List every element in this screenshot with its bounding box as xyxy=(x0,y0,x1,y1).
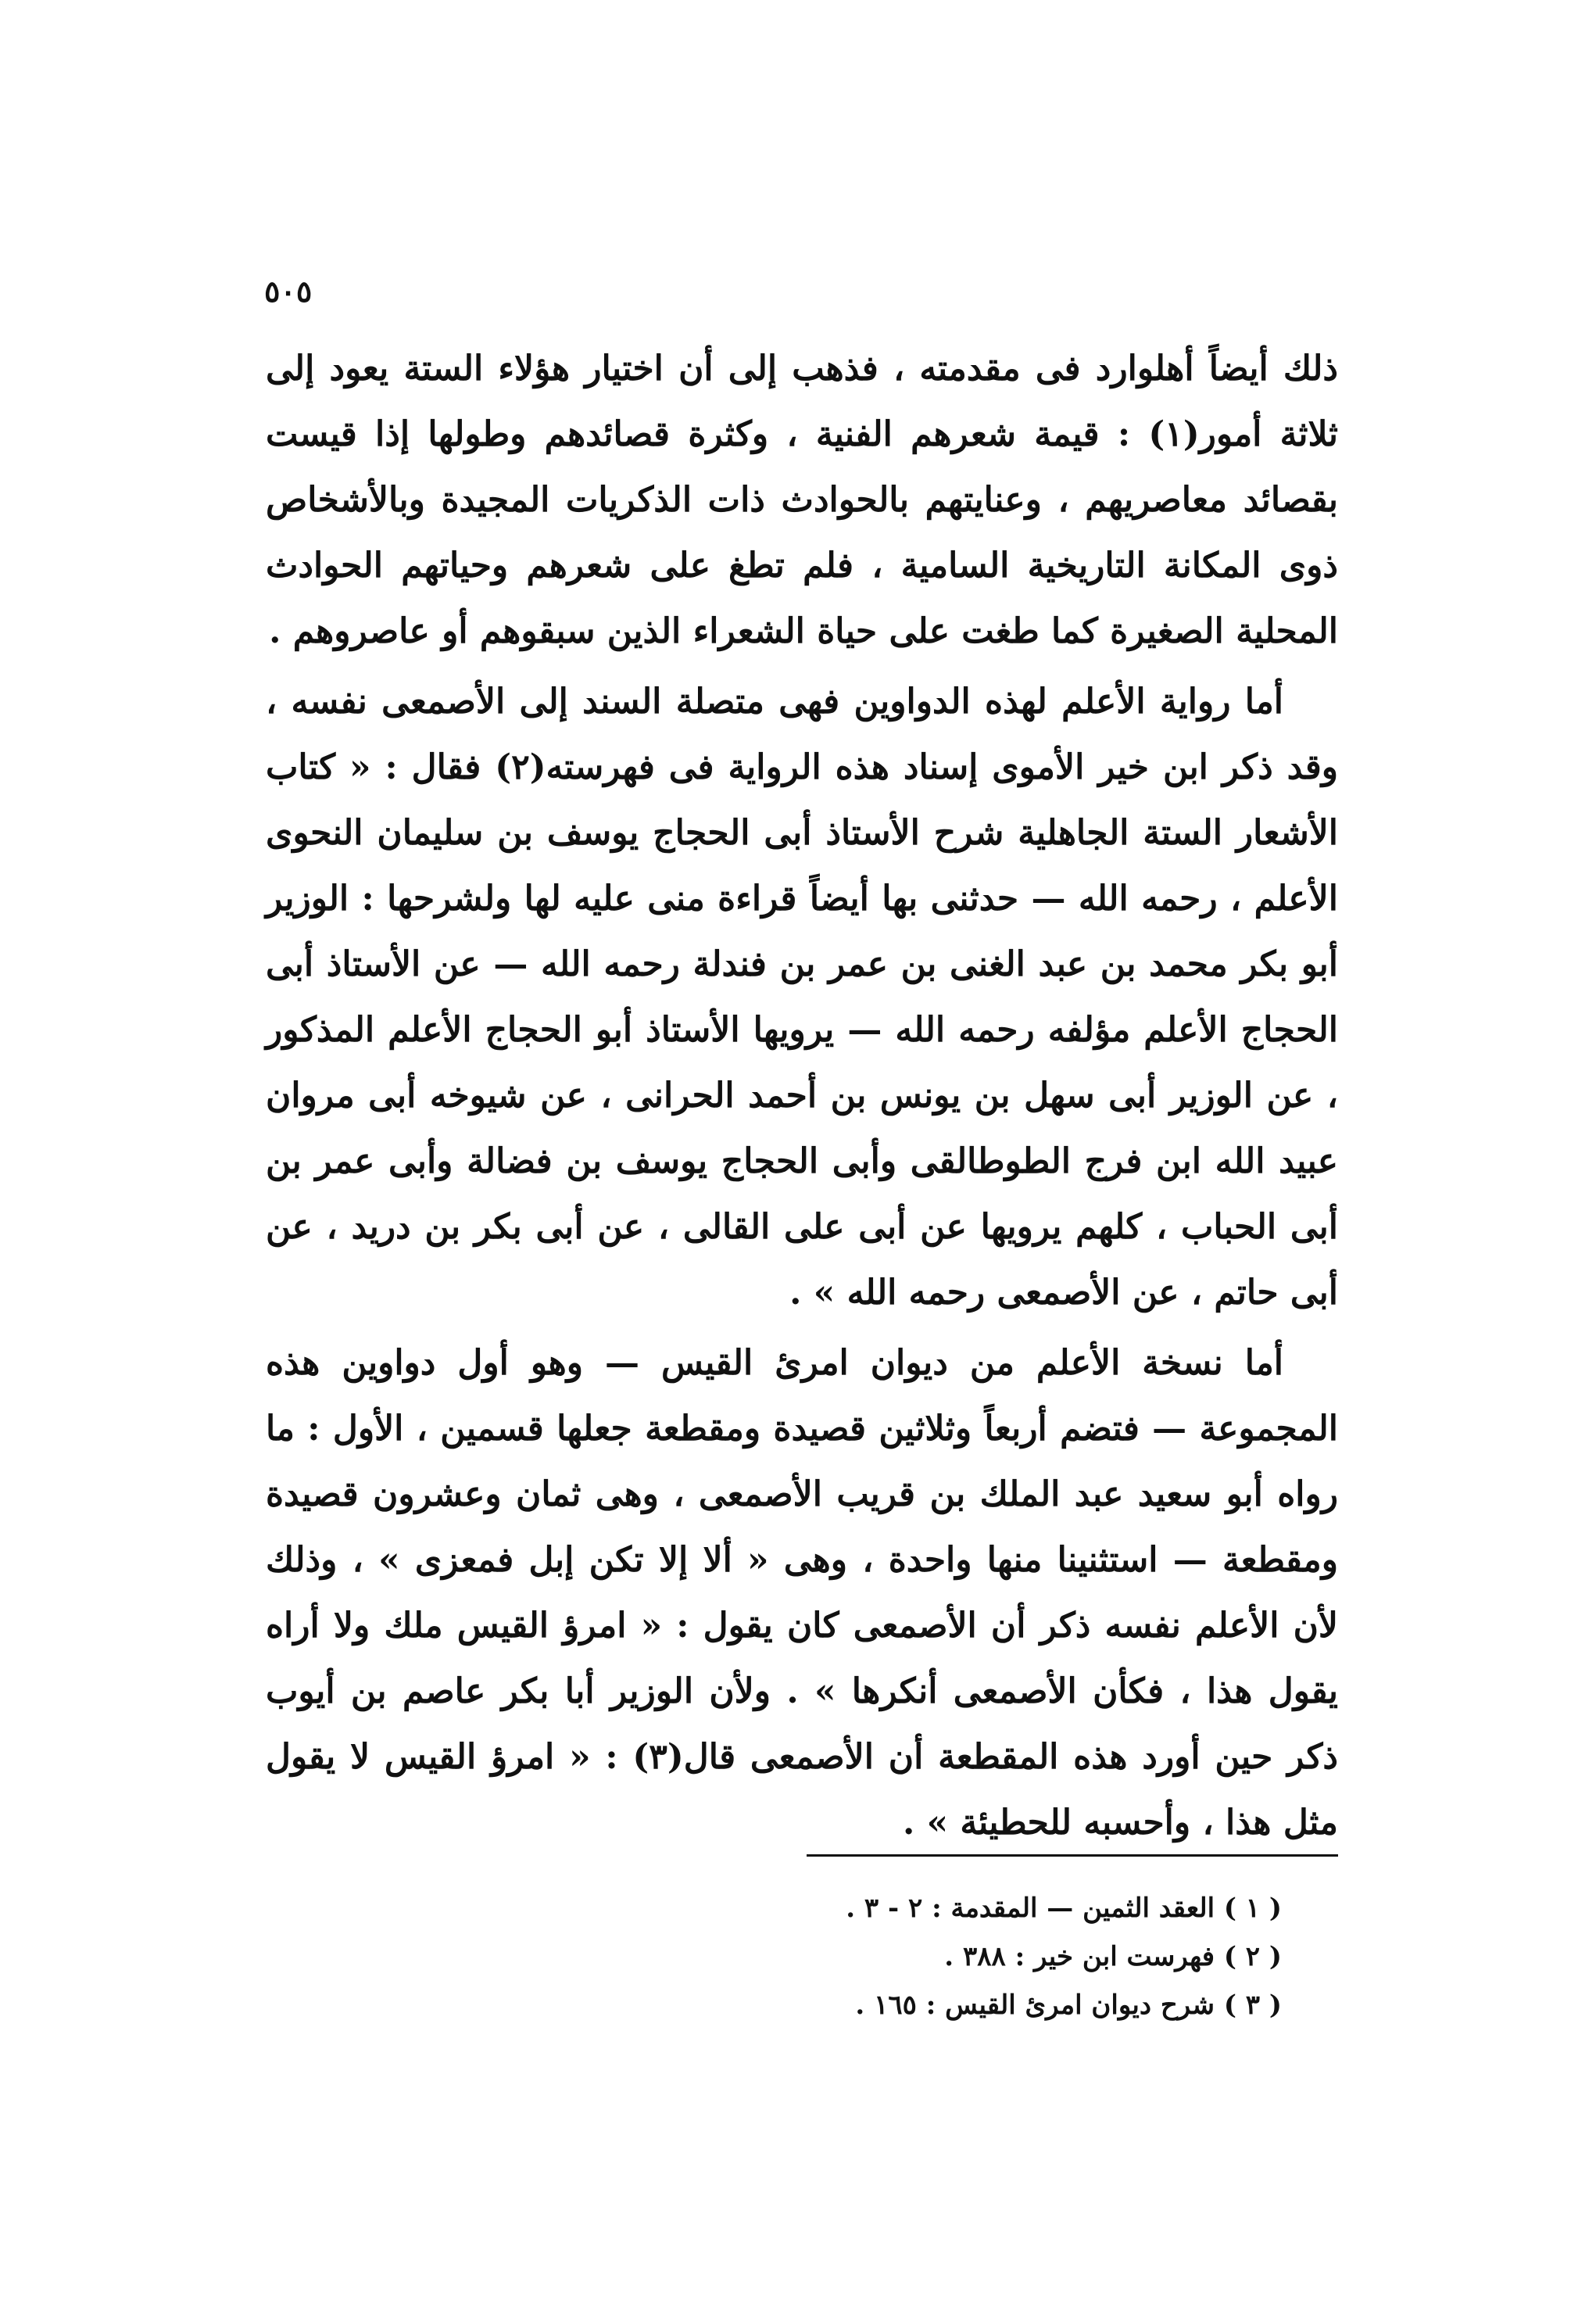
paragraph-3: أما نسخة الأعلم من ديوان امرئ القيس — وهو أول دواوين هذه المجموعة — فتضم أربعاً وثلاثين قصيدة ومقطعة جعلها قسمين ، الأول : ما رواه أبو سعيد عبد الملك بن قريب الأصمعى ، وهى ثمان وعشرون قصيدة ومقطعة — استثنينا منها واحدة ، وهى « ألا إلا تكن إبل فمعزى » ، وذلك لأن الأعلم نفسه ذكر أن الأصمعى كان يقول : « امرؤ القيس ملك ولا أراه يقول هذا ، فكأن الأصمعى أنكرها » . ولأن الوزير أبا بكر عاصم بن أيوب ذكر حين أورد هذه المقطعة أن الأصمعى قال(٣) : « امرؤ القيس لا يقول مثل هذا ، وأحسبه للحطيئة » . xyxy=(266,1343,1338,1843)
footnote-2: ( ٢ ) فهرست ابن خير : ٣٨٨ . xyxy=(944,1941,1282,1972)
paragraph-1: ذلك أيضاً أهلوارد فى مقدمته ، فذهب إلى أن اختيار هؤلاء الستة يعود إلى ثلاثة أمور(١) : قيمة شعرهم الفنية ، وكثرة قصائدهم وطولها إذا قيست بقصائد معاصريهم ، وعنايتهم بالحوادث ذات الذكريات المجيدة وبالأشخاص ذوى المكانة التاريخية السامية ، فلم تطغ على شعرهم وحياتهم الحوادث المحلية الصغيرة كما طغت على حياة الشعراء الذين سبقوهم أو عاصروهم . xyxy=(266,349,1338,651)
page-number: ٥٠٥ xyxy=(264,274,313,309)
footnotes xyxy=(703,1884,1282,2029)
footnote-1: ( ١ ) العقد الثمين — المقدمة : ٢ - ٣ . xyxy=(846,1893,1282,1924)
footnote-divider xyxy=(807,1854,1338,1857)
paragraph-2: أما رواية الأعلم لهذه الدواوين فهى متصلة السند إلى الأصمعى نفسه ، وقد ذكر ابن خير الأموى إسناد هذه الرواية فى فهرسته(٢) فقال : « كتاب الأشعار الستة الجاهلية شرح الأستاذ أبى الحجاج يوسف بن سليمان النحوى الأعلم ، رحمه الله — حدثنى بها أيضاً قراءة منى عليه لها ولشرحها : الوزير أبو بكر محمد بن عبد الغنى بن عمر بن فندلة رحمه الله — عن الأستاذ أبى الحجاج الأعلم مؤلفه رحمه الله — يرويها الأستاذ أبو الحجاج الأعلم المذكور ، عن الوزير أبى سهل بن يونس بن أحمد الحرانى ، عن شيوخه أبى مروان عبيد الله ابن فرج الطوطالقى وأبى الحجاج يوسف بن فضالة وأبى عمر بن أبى الحباب ، كلهم يرويها عن أبى على القالى ، عن أبى بكر بن دريد ، عن أبى حاتم ، عن الأصمعى رحمه الله » . xyxy=(266,682,1339,1313)
footnote-3: ( ٣ ) شرح ديوان امرئ القيس : ١٦٥ . xyxy=(855,1990,1282,2021)
body-text xyxy=(266,336,1338,1856)
